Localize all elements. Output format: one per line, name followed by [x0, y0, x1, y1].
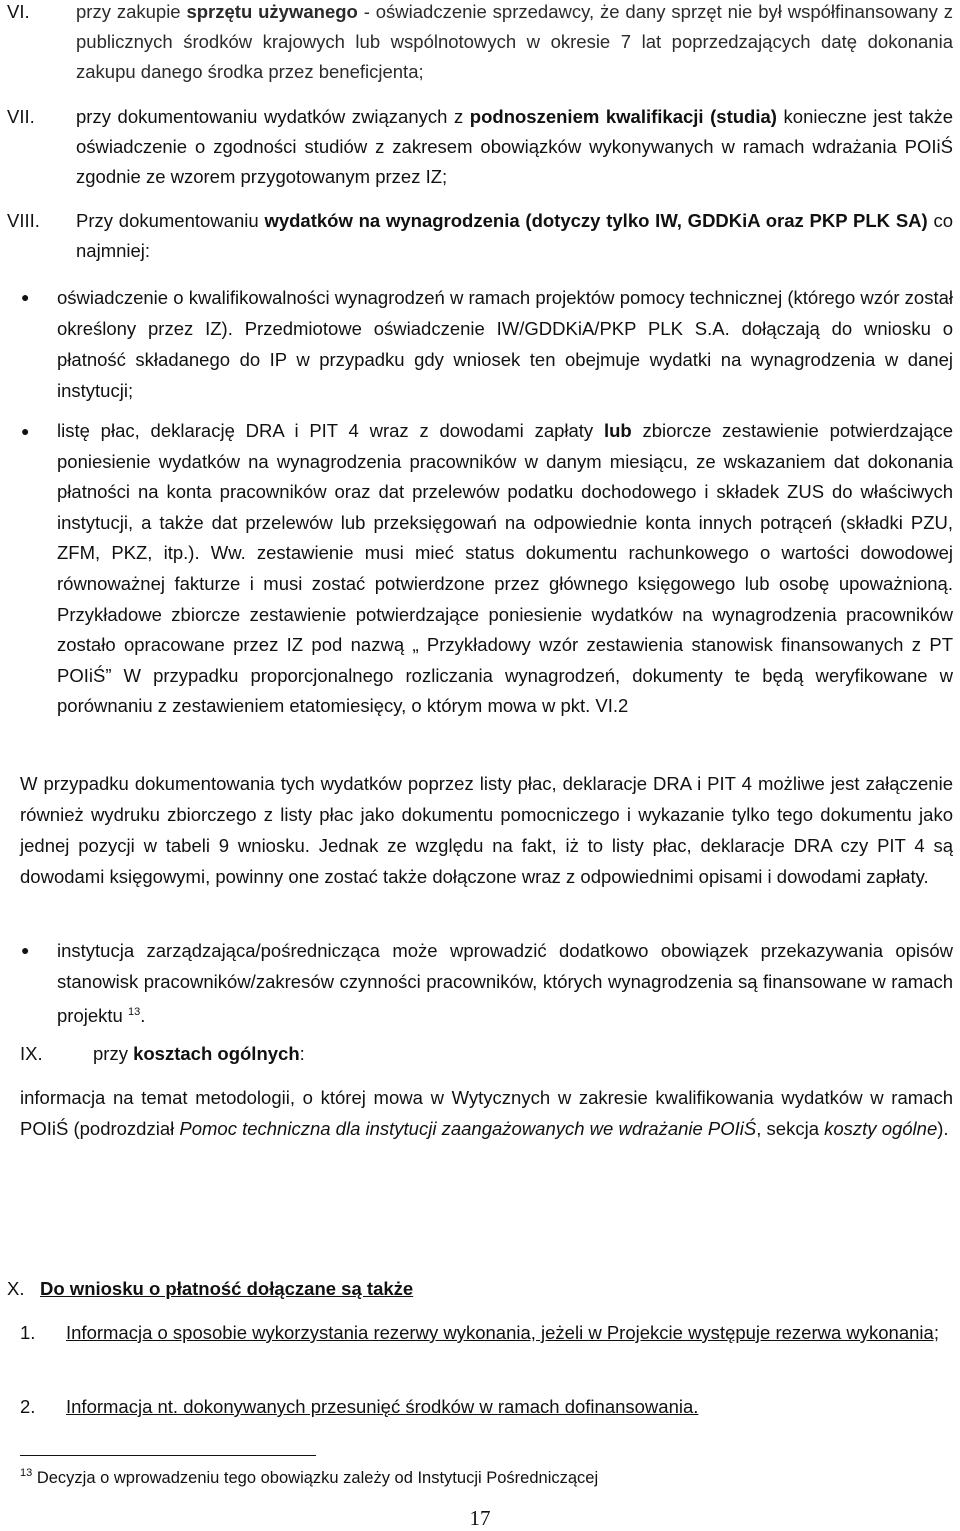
text-span: :: [299, 1043, 305, 1064]
footnote-text: Decyzja o wprowadzeniu tego obowiązku zależy od Instytucji Pośredniczącej: [32, 1469, 599, 1487]
text-span: przy zakupie: [76, 1, 187, 22]
text-span: ).: [937, 1118, 949, 1139]
text-span: konieczne jest także oświadczenie o zgodności studiów z zakresem obowiązków wykonywanych w ramach wdrażania POIiŚ zgodnie ze wzorem przygotowanym przez IZ;: [76, 106, 953, 187]
bullet-icon: ●: [21, 942, 30, 958]
text-span: - oświadczenie sprzedawcy, że dany sprzęt nie był współfinansowany z publicznych środków krajowych lub wspólnotowych w okresie 7 lat poprzedzających datę dokonania zakupu danego środka przez beneficjenta;: [76, 1, 954, 82]
list-text: [66, 1318, 953, 1348]
footnote-reference: 13: [127, 1006, 141, 1018]
section-title-text: Do wniosku o płatność dołączane są także: [40, 1278, 414, 1299]
bullet-text: [57, 416, 953, 722]
item-number: VI.: [7, 1, 30, 22]
text-span: zbiorcze zestawienie potwierdzające poniesienie wydatków na wynagrodzenia pracowników w danym miesiącu, ze wskazaniem dat dokonania płatności na konta pracowników oraz dat przelewów podatku dochodowego i składek ZUS do właściwych instytucji, a także dat przelewów lub przeksięgowań na odpowiednie konta innych potrąceń (składki PZU, ZFM, PKZ, itp.). Ww. zestawienie musi mieć status dokumentu rachunkowego o wartości dowodowej równoważnej fakturze i musi zostać potwierdzone przez głównego księgowego lub osobę upoważnioną. Przykładowe zbiorcze zestawienie potwierdzające poniesienie wydatków na wynagrodzenia pracowników zostało opracowane przez IZ pod nazwą „ Przykładowy wzór zestawienia stanowisk finansowanych z PT POIiŚ” W przypadku proporcjonalnego rozliczania wynagrodzeń, dokumenty te będą weryfikowane w porównaniu z zestawieniem etatomiesięcy, o którym mowa w pkt. VI.2: [57, 420, 953, 717]
text-span: listę płac, deklarację DRA i PIT 4 wraz z dowodami zapłaty: [57, 420, 604, 441]
list-text: [66, 1392, 953, 1422]
paragraph-text: W przypadku dokumentowania tych wydatków poprzez listy płac, deklaracje DRA i PIT 4 możliwe jest załączenie również wydruku zbiorczego z listy płac jako dokumentu pomocniczego i wykazanie tylko tego dokumentu jako jednej pozycji w tabeli 9 wniosku. Jednak ze względu na fakt, iż to listy płac, deklaracje DRA czy PIT 4 są dowodami księgowymi, powinny one zostać także dołączone wraz z odpowiednimi opisami i dowodami zapłaty.: [20, 773, 953, 887]
bullet-icon: ●: [21, 289, 30, 305]
bullet-icon: ●: [21, 423, 30, 439]
list-number: 1.: [20, 1322, 36, 1343]
bold-span: lub: [603, 420, 632, 441]
text-span: , sekcja: [756, 1118, 825, 1139]
text-span: przy dokumentowaniu wydatków związanych z: [76, 106, 470, 127]
list-number: 2.: [20, 1396, 36, 1417]
italic-span: koszty ogólne: [824, 1118, 938, 1139]
item-text: [93, 1039, 953, 1069]
bold-span: kosztach ogólnych: [133, 1043, 300, 1064]
page-number: 17: [469, 1506, 491, 1530]
item-number: VII.: [7, 106, 35, 127]
paragraph-text: [20, 1082, 953, 1144]
footnote: [20, 1462, 598, 1489]
underlined-text: Informacja nt. dokonywanych przesunięć środków w ramach dofinansowania.: [66, 1396, 699, 1417]
bold-span: wydatków na wynagrodzenia (dotyczy tylko IW, GDDKiA oraz PKP PLK SA): [264, 210, 928, 231]
text-span: instytucja zarządzająca/pośrednicząca może wprowadzić dodatkowo obowiązek przekazywania opisów stanowisk pracowników/zakresów czynności pracowników, których wynagrodzenia są finansowane w ramach projektu: [57, 940, 953, 1026]
text-span: przy: [93, 1043, 134, 1064]
bullet-text: oświadczenie o kwalifikowalności wynagrodzeń w ramach projektów pomocy technicznej (którego wzór został określony przez IZ). Przedmiotowe oświadczenie IW/GDDKiA/PKP PLK S.A. dołączają do wniosku o płatność składanego do IP w przypadku gdy wniosek ten obejmuje wydatki na wynagrodzenia w danej instytucji;: [57, 287, 953, 401]
item-text: [76, 0, 953, 87]
text-span: co najmniej:: [76, 210, 954, 261]
text-span: .: [140, 1005, 146, 1026]
text-span: informacja na temat metodologii, o której mowa w Wytycznych w zakresie kwalifikowania wydatków w ramach POIiŚ (podrozdział: [20, 1087, 953, 1139]
italic-span: Pomoc techniczna dla instytucji zaangażowanych we wdrażanie POIiŚ: [179, 1118, 757, 1139]
text-span: Przy dokumentowaniu: [76, 210, 265, 231]
section-title: [40, 1274, 413, 1304]
section-number: X.: [7, 1278, 25, 1299]
item-text: [76, 102, 953, 192]
footnote-separator: [20, 1455, 316, 1456]
bold-span: sprzętu używanego: [186, 1, 358, 22]
bold-span: podnoszeniem kwalifikacji (studia): [469, 106, 777, 127]
item-number: IX.: [20, 1043, 43, 1064]
bullet-text: [57, 935, 953, 1031]
item-number: VIII.: [7, 210, 40, 231]
item-text: [76, 206, 953, 266]
underlined-text: Informacja o sposobie wykorzystania rezerwy wykonania, jeżeli w Projekcie występuje rezerwa wykonania;: [66, 1322, 939, 1343]
footnote-number: 13: [20, 1467, 33, 1479]
